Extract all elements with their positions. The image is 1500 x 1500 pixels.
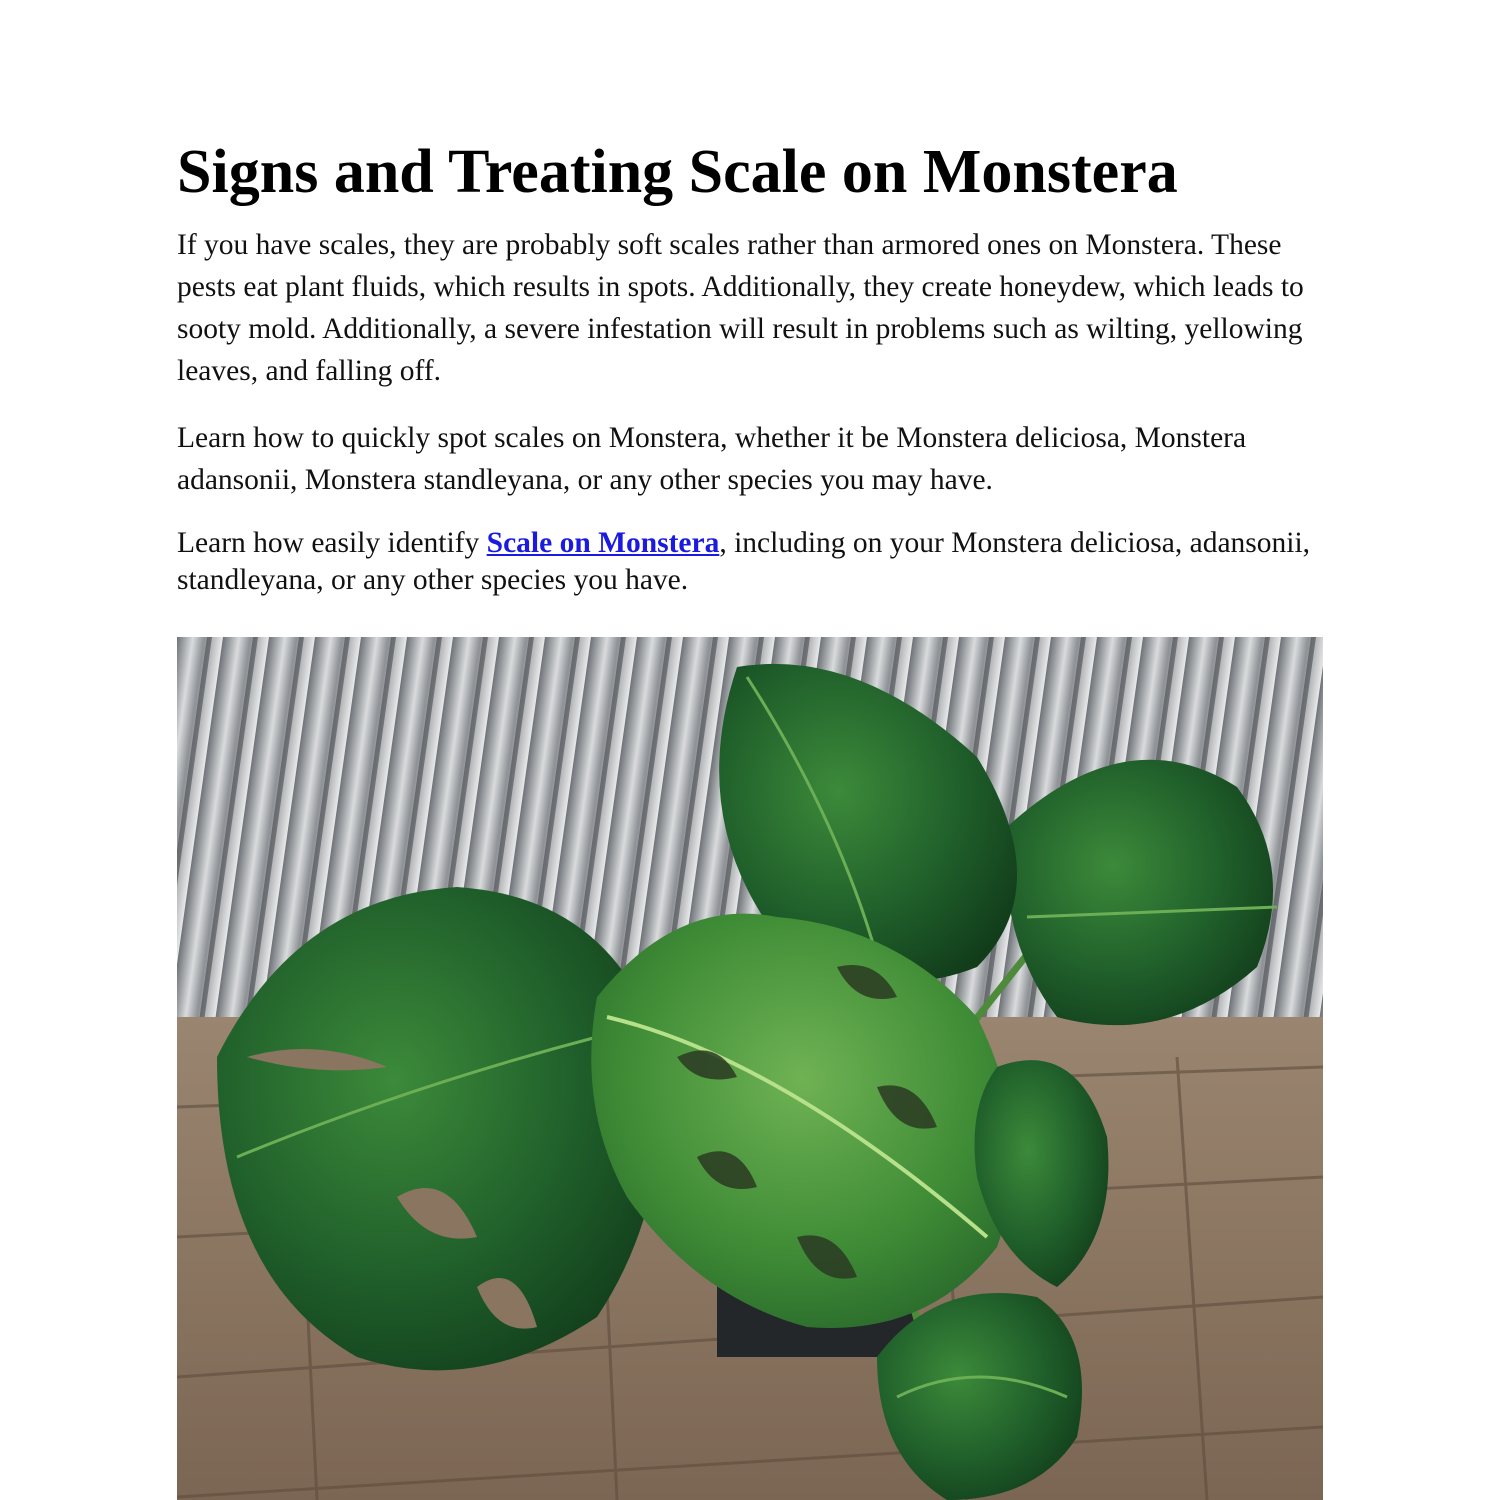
identify-paragraph — [177, 525, 1323, 599]
article — [177, 0, 1323, 1500]
article-title: Signs and Treating Scale on Monstera — [177, 138, 1178, 206]
species-paragraph: Learn how to quickly spot scales on Monstera, whether it be Monstera deliciosa, Monstera adansonii, Monstera standleyana, or any other species you may have. — [177, 422, 1247, 496]
monstera-plant-photo — [177, 637, 1323, 1500]
intro-paragraph: If you have scales, they are probably soft scales rather than armored ones on Monstera. These pests eat plant fluids, which results in spots. Additionally, they create honeydew, which leads to sooty mold. Additionally, a severe infestation will result in problems such as wilting, yellowing leaves, and falling off. — [177, 229, 1304, 387]
identify-text-after: , including on your Monstera deliciosa, adansonii, standleyana, or any other species you have. — [177, 527, 1311, 596]
scale-on-monstera-link[interactable]: Scale on Monstera — [486, 527, 720, 559]
identify-text-before: Learn how easily identify — [177, 527, 487, 559]
